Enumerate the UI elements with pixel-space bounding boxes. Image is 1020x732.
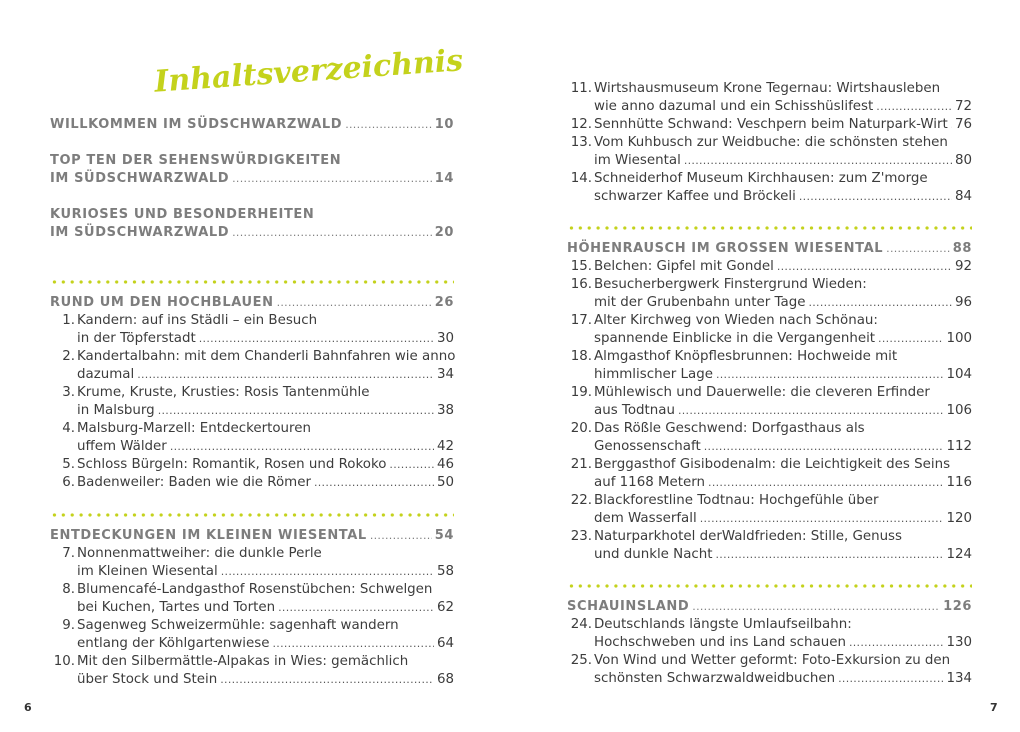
entry-title: Belchen: Gipfel mit Gondel	[594, 259, 774, 274]
entry-number: 4.	[62, 421, 75, 436]
page-number: 88	[952, 241, 972, 256]
dot-leader	[716, 546, 944, 564]
page-number: 62	[436, 600, 454, 615]
dot-leader	[170, 438, 434, 456]
dot-leader	[808, 294, 952, 312]
page-number: 120	[946, 511, 972, 526]
entry-title: Alter Kirchweg von Wieden nach Schönau:	[594, 313, 878, 328]
dot-leader	[684, 152, 952, 170]
entry-title: Krume, Kruste, Krusties: Rosis Tantenmühle	[77, 385, 370, 400]
page-number: 76	[954, 117, 972, 132]
toc-title-text: Inhaltsverzeichnis	[153, 43, 465, 100]
entry-number: 13.	[570, 135, 592, 150]
page-number: 46	[436, 457, 454, 472]
page-number: 54	[434, 528, 454, 543]
toc-entry-line[interactable]	[567, 294, 972, 312]
entry-number: 11.	[570, 81, 592, 96]
toc-entry-line[interactable]	[567, 616, 972, 634]
page-number: 92	[954, 259, 972, 274]
dot-leader	[345, 116, 432, 134]
toc-entry-line[interactable]	[50, 617, 454, 635]
toc-entry-line[interactable]	[567, 258, 972, 276]
page-number: 10	[434, 117, 454, 132]
section-heading[interactable]	[50, 527, 454, 545]
toc-entry-line[interactable]	[567, 188, 972, 206]
toc-entry-line[interactable]	[567, 312, 972, 330]
entry-number: 12.	[570, 117, 592, 132]
toc-entry-line[interactable]	[50, 635, 454, 653]
toc-entry-line[interactable]	[567, 384, 972, 402]
entry-title: Vom Kuhbusch zur Weidbuche: die schönsten stehen	[594, 135, 948, 150]
toc-entry-line[interactable]	[567, 634, 972, 652]
page-number: 50	[436, 475, 454, 490]
dot-leader	[849, 634, 944, 652]
page-number: 58	[436, 564, 454, 579]
toc-entry-line[interactable]	[50, 599, 454, 617]
page-number: 116	[946, 475, 972, 490]
toc-title	[150, 40, 465, 104]
entry-title: und dunkle Nacht	[594, 547, 713, 562]
section-heading[interactable]	[567, 240, 972, 258]
page-number: 96	[954, 295, 972, 310]
entry-title: Sagenweg Schweizermühle: sagenhaft wandern	[77, 618, 399, 633]
entry-title: aus Todtnau	[594, 403, 675, 418]
entry-title: im Kleinen Wiesental	[77, 564, 218, 579]
page-number: 104	[946, 367, 972, 382]
toc-entry-line[interactable]	[50, 474, 454, 492]
entry-title: Badenweiler: Baden wie die Römer	[77, 475, 311, 490]
entry-title: in der Töpferstadt	[77, 331, 196, 346]
toc-entry-line[interactable]	[567, 402, 972, 420]
entry-number: 18.	[570, 349, 592, 364]
toc-entry-line[interactable]	[567, 456, 972, 474]
page-number: 68	[436, 672, 454, 687]
entry-number: 24.	[570, 617, 592, 632]
dot-leader	[692, 598, 940, 616]
toc-entry-line[interactable]	[50, 366, 454, 384]
dot-leader	[232, 224, 432, 242]
dot-leader	[278, 599, 434, 617]
entry-title: Berggasthof Gisibodenalm: die Leichtigkeit des Seins	[594, 457, 951, 472]
toc-entry-line[interactable]	[50, 563, 454, 581]
toc-entry-line[interactable]	[567, 670, 972, 688]
toc-entry-line[interactable]	[567, 152, 972, 170]
entry-title: Nonnenmattweiher: die dunkle Perle	[77, 546, 322, 561]
entry-number: 2.	[62, 349, 75, 364]
toc-entry-line[interactable]	[567, 170, 972, 188]
section-divider-dots	[50, 513, 454, 517]
entry-number: 21.	[570, 457, 592, 472]
entry-number: 3.	[62, 385, 75, 400]
dot-leader	[389, 456, 434, 474]
entry-number: 10.	[53, 654, 75, 669]
section-divider-dots	[50, 280, 454, 284]
dot-leader	[876, 98, 952, 116]
entry-title: schönsten Schwarzwaldweidbuchen	[594, 671, 836, 686]
dot-leader	[799, 188, 952, 206]
toc-entry-line[interactable]	[567, 474, 972, 492]
toc-entry-line[interactable]	[50, 312, 454, 330]
dot-leader	[314, 474, 434, 492]
entry-number: 15.	[570, 259, 592, 274]
entry-number: 9.	[62, 618, 75, 633]
toc-entry-line[interactable]	[50, 330, 454, 348]
toc-entry-line[interactable]	[50, 348, 454, 366]
section-title: TOP TEN DER SEHENSWÜRDIGKEITEN	[50, 153, 342, 168]
page-number: 130	[946, 635, 972, 650]
page-number-left: 6	[24, 701, 32, 714]
toc-entry-line[interactable]	[50, 456, 454, 474]
section-heading[interactable]	[567, 598, 972, 616]
entry-title: Sennhütte Schwand: Veschpern beim Naturpark-Wirt	[594, 117, 948, 132]
section-divider-dots	[567, 584, 972, 588]
entry-title: im Wiesental	[594, 153, 681, 168]
dot-leader	[700, 510, 944, 528]
section-title: KURIOSES UND BESONDERHEITEN	[50, 207, 315, 222]
page-number: 30	[436, 331, 454, 346]
entry-title: Blumencafé-Landgasthof Rosenstübchen: Schwelgen	[77, 582, 433, 597]
entry-title: Mühlewisch und Dauerwelle: die cleveren Erfinder	[594, 385, 930, 400]
dot-leader	[272, 635, 433, 653]
toc-entry-line[interactable]	[50, 671, 454, 689]
dot-leader	[951, 116, 952, 134]
entry-title: über Stock und Stein	[77, 672, 218, 687]
toc-entry-line[interactable]	[50, 438, 454, 456]
entry-title: Mit den Silbermättle-Alpakas in Wies: gemächlich	[77, 654, 409, 669]
dot-leader	[232, 170, 432, 188]
dot-leader	[277, 294, 432, 312]
entry-number: 25.	[570, 653, 592, 668]
page-number: 106	[946, 403, 972, 418]
section-divider-dots	[567, 226, 972, 230]
toc-entry-line[interactable]	[567, 116, 972, 134]
entry-number: 14.	[570, 171, 592, 186]
dot-leader	[221, 563, 434, 581]
toc-entry-line[interactable]	[567, 546, 972, 564]
dot-leader	[708, 474, 943, 492]
dot-leader	[370, 527, 432, 545]
section-title: IM SÜDSCHWARZWALD	[50, 171, 230, 186]
page-number: 80	[954, 153, 972, 168]
entry-title: in Malsburg	[77, 403, 155, 418]
entry-title: mit der Grubenbahn unter Tage	[594, 295, 806, 310]
dot-leader	[777, 258, 952, 276]
page-number: 112	[946, 439, 972, 454]
dot-leader	[716, 366, 943, 384]
intro-heading[interactable]	[50, 206, 454, 224]
entry-title: Das Rößle Geschwend: Dorfgasthaus als	[594, 421, 865, 436]
entry-number: 8.	[62, 582, 75, 597]
entry-title: himmlischer Lage	[594, 367, 713, 382]
entry-number: 23.	[570, 529, 592, 544]
toc-entry-line[interactable]	[567, 528, 972, 546]
entry-title: auf 1168 Metern	[594, 475, 706, 490]
toc-entry-line[interactable]	[50, 653, 454, 671]
entry-title: Kandern: auf ins Städli – ein Besuch	[77, 313, 318, 328]
toc-entry-line[interactable]	[50, 384, 454, 402]
toc-entry-line[interactable]	[567, 492, 972, 510]
dot-leader	[838, 670, 943, 688]
toc-entry-line[interactable]	[567, 510, 972, 528]
dot-leader	[886, 240, 950, 258]
toc-entry-line[interactable]	[567, 348, 972, 366]
entry-number: 19.	[570, 385, 592, 400]
entry-title: schwarzer Kaffee und Bröckeli	[594, 189, 796, 204]
section-title: RUND UM DEN HOCHBLAUEN	[50, 295, 274, 310]
page-number: 134	[946, 671, 972, 686]
section-title: HÖHENRAUSCH IM GROSSEN WIESENTAL	[567, 241, 884, 256]
intro-heading[interactable]	[50, 170, 454, 188]
dot-leader	[704, 438, 944, 456]
entry-title: wie anno dazumal und ein Schisshüslifest	[594, 99, 874, 114]
entry-title: spannende Einblicke in die Vergangenheit	[594, 331, 876, 346]
entry-title: bei Kuchen, Tartes und Torten	[77, 600, 276, 615]
section-title: SCHAUINSLAND	[567, 599, 690, 614]
toc-entry-line[interactable]	[567, 98, 972, 116]
page-number: 64	[436, 636, 454, 651]
toc-entry-line[interactable]	[567, 652, 972, 670]
page-number: 34	[436, 367, 454, 382]
page-number: 14	[434, 171, 454, 186]
toc-entry-line[interactable]	[567, 80, 972, 98]
page-number: 126	[943, 599, 972, 614]
entry-title: Hochschweben und ins Land schauen	[594, 635, 846, 650]
dot-leader	[158, 402, 434, 420]
entry-title: Genossenschaft	[594, 439, 701, 454]
dot-leader	[678, 402, 943, 420]
entry-number: 17.	[570, 313, 592, 328]
entry-number: 7.	[62, 546, 75, 561]
toc-entry-line[interactable]	[567, 134, 972, 152]
section-title: IM SÜDSCHWARZWALD	[50, 225, 230, 240]
page-number-right: 7	[990, 701, 998, 714]
entry-title: Schneiderhof Museum Kirchhausen: zum Z'morge	[594, 171, 928, 186]
dot-leader	[878, 330, 943, 348]
toc-entry-line[interactable]	[50, 402, 454, 420]
entry-number: 1.	[62, 313, 75, 328]
entry-title: Schloss Bürgeln: Romantik, Rosen und Rokoko	[77, 457, 387, 472]
toc-entry-line[interactable]	[567, 420, 972, 438]
section-title: ENTDECKUNGEN IM KLEINEN WIESENTAL	[50, 528, 367, 543]
page-number: 100	[946, 331, 972, 346]
entry-title: Blackforestline Todtnau: Hochgefühle über	[594, 493, 879, 508]
toc-entry-line[interactable]	[567, 276, 972, 294]
entry-title: entlang der Köhlgartenwiese	[77, 636, 270, 651]
entry-title: dem Wasserfall	[594, 511, 697, 526]
entry-title: Malsburg-Marzell: Entdeckertouren	[77, 421, 311, 436]
page-number: 26	[434, 295, 454, 310]
entry-title: uffem Wälder	[77, 439, 167, 454]
intro-heading[interactable]	[50, 116, 454, 134]
entry-number: 20.	[570, 421, 592, 436]
page-number: 42	[436, 439, 454, 454]
entry-title: Besucherbergwerk Finstergrund Wieden:	[594, 277, 867, 292]
page-number: 84	[954, 189, 972, 204]
toc-entry-line[interactable]	[50, 420, 454, 438]
entry-title: Naturparkhotel derWaldfrieden: Stille, Genuss	[594, 529, 903, 544]
dot-leader	[137, 366, 434, 384]
section-title: WILLKOMMEN IM SÜDSCHWARZWALD	[50, 117, 343, 132]
section-heading[interactable]	[50, 294, 454, 312]
entry-title: Kandertalbahn: mit dem Chanderli Bahnfahren wie anno	[77, 349, 456, 364]
entry-number: 16.	[570, 277, 592, 292]
entry-title: Wirtshausmuseum Krone Tegernau: Wirtshausleben	[594, 81, 941, 96]
entry-title: Almgasthof Knöpflesbrunnen: Hochweide mit	[594, 349, 898, 364]
entry-title: dazumal	[77, 367, 135, 382]
page-number: 72	[954, 99, 972, 114]
dot-leader	[199, 330, 434, 348]
page-number: 124	[946, 547, 972, 562]
toc-entry-line[interactable]	[567, 366, 972, 384]
entry-number: 6.	[62, 475, 75, 490]
intro-heading[interactable]	[50, 224, 454, 242]
page-number: 38	[436, 403, 454, 418]
intro-heading[interactable]	[50, 152, 454, 170]
toc-title-lettering	[150, 40, 465, 104]
entry-title: Von Wind und Wetter geformt: Foto-Exkursion zu den	[594, 653, 951, 668]
toc-entry-line[interactable]	[50, 545, 454, 563]
entry-title: Deutschlands längste Umlaufseilbahn:	[594, 617, 852, 632]
toc-entry-line[interactable]	[567, 438, 972, 456]
toc-entry-line[interactable]	[50, 581, 454, 599]
toc-entry-line[interactable]	[567, 330, 972, 348]
page-number: 20	[434, 225, 454, 240]
dot-leader	[220, 671, 434, 689]
entry-number: 22.	[570, 493, 592, 508]
entry-number: 5.	[62, 457, 75, 472]
